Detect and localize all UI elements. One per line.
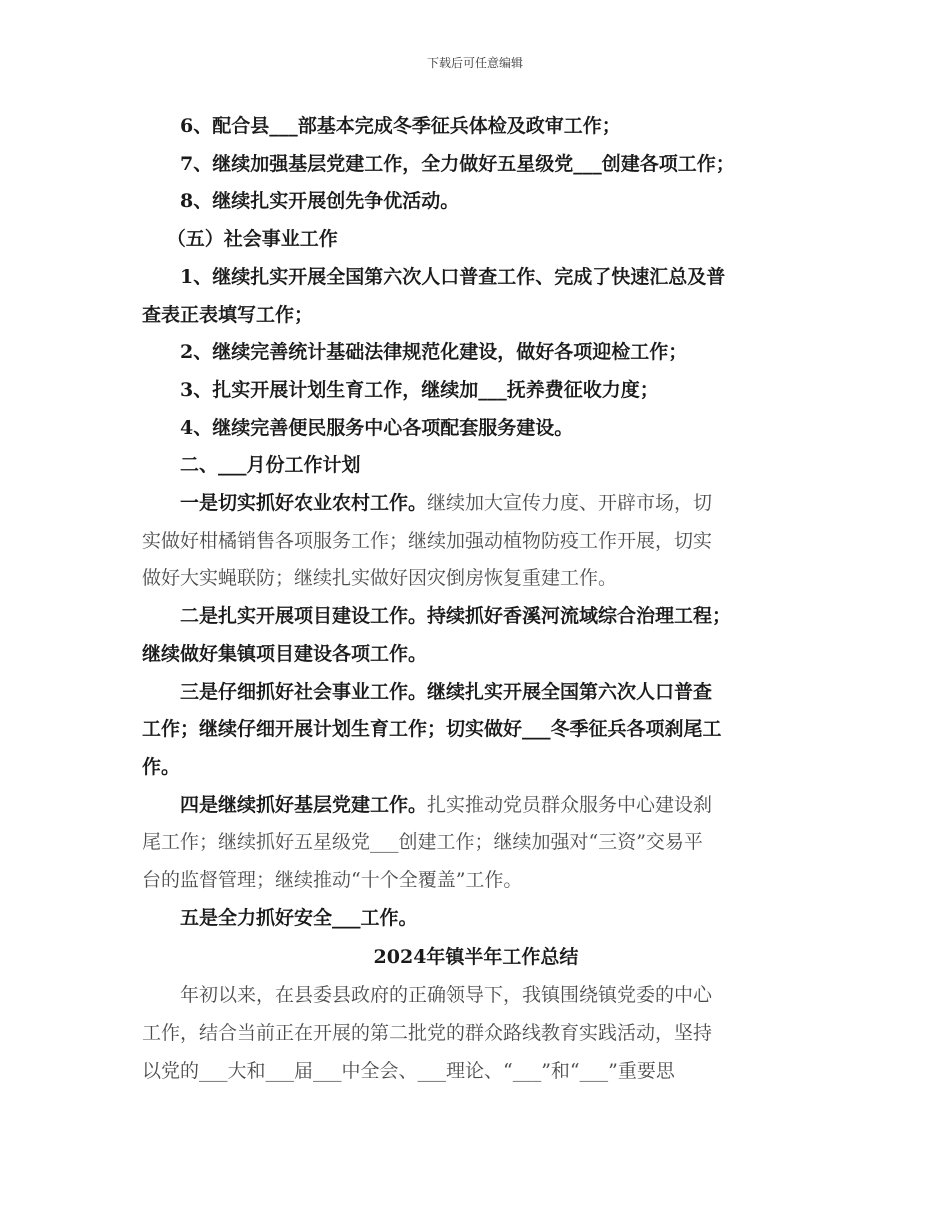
section-title: 2024年镇半年工作总结 [373, 946, 579, 969]
text-line: 8、继续扎实开展创先争优活动。 [180, 190, 460, 213]
text-line: 7、继续加强基层党建工作，全力做好五星级党___创建各项工作； [180, 152, 735, 175]
text-line: 6、配合县___部基本完成冬季征兵体检及政审工作； [180, 115, 621, 137]
text-line: 1、继续扎实开展全国第六次人口普查工作、完成了快速汇总及普 [180, 265, 726, 288]
text-line: 3、扎实开展计划生育工作，继续加___抚养费征收力度； [180, 378, 659, 401]
text-line [142, 485, 810, 523]
text-segment: 继续加大宣传力度、开辟市场，切 [427, 492, 713, 515]
text-segment: 扎实推动党员群众服务中心建设刹 [427, 793, 713, 816]
text-line: 三是仔细抓好社会事业工作。继续扎实开展全国第六次人口普查 [180, 680, 713, 703]
text-line: 工作，结合当前正在开展的第二批党的群众路线教育实践活动，坚持 [142, 1021, 713, 1044]
text-line: 工作；继续仔细开展计划生育工作；切实做好___冬季征兵各项刹尾工 [142, 718, 722, 741]
document-body [142, 108, 810, 1090]
text-line: 尾工作；继续抓好五星级党___创建工作；继续加强对“三资”交易平 [142, 831, 703, 854]
text-line: 继续做好集镇项目建设各项工作。 [142, 642, 428, 665]
text-line: 作。 [142, 755, 181, 778]
text-line: 二是扎实开展项目建设工作。持续抓好香溪河流域综合治理工程； [180, 605, 732, 628]
text-line: 2、继续完善统计基础法律规范化建设，做好各项迎检工作； [180, 341, 688, 364]
text-line [142, 787, 810, 825]
text-line: （五）社会事业工作 [166, 228, 338, 251]
text-line: 五是全力抓好安全___工作。 [180, 906, 418, 929]
text-line: 台的监督管理；继续推动“十个全覆盖”工作。 [142, 869, 523, 892]
text-line: 4、继续完善便民服务中心各项配套服务建设。 [180, 416, 574, 439]
text-line: 年初以来，在县委县政府的正确领导下，我镇围绕镇党委的中心 [180, 984, 713, 1007]
text-line: 实做好柑橘销售各项服务工作；继续加强动植物防疫工作开展，切实 [142, 529, 713, 552]
text-segment: 四是继续抓好基层党建工作。 [180, 793, 428, 816]
text-segment: 一是切实抓好农业农村工作。 [180, 492, 428, 515]
text-line: 查表正表填写工作； [142, 303, 314, 326]
page-header-note: 下载后可任意编辑 [426, 56, 523, 70]
text-line: 二、___月份工作计划 [180, 454, 361, 477]
text-line: 以党的___大和___届___中全会、___理论、“___”和“___”重要思 [142, 1059, 675, 1082]
text-line: 做好大实蝇联防；继续扎实做好因灾倒房恢复重建工作。 [142, 567, 618, 590]
